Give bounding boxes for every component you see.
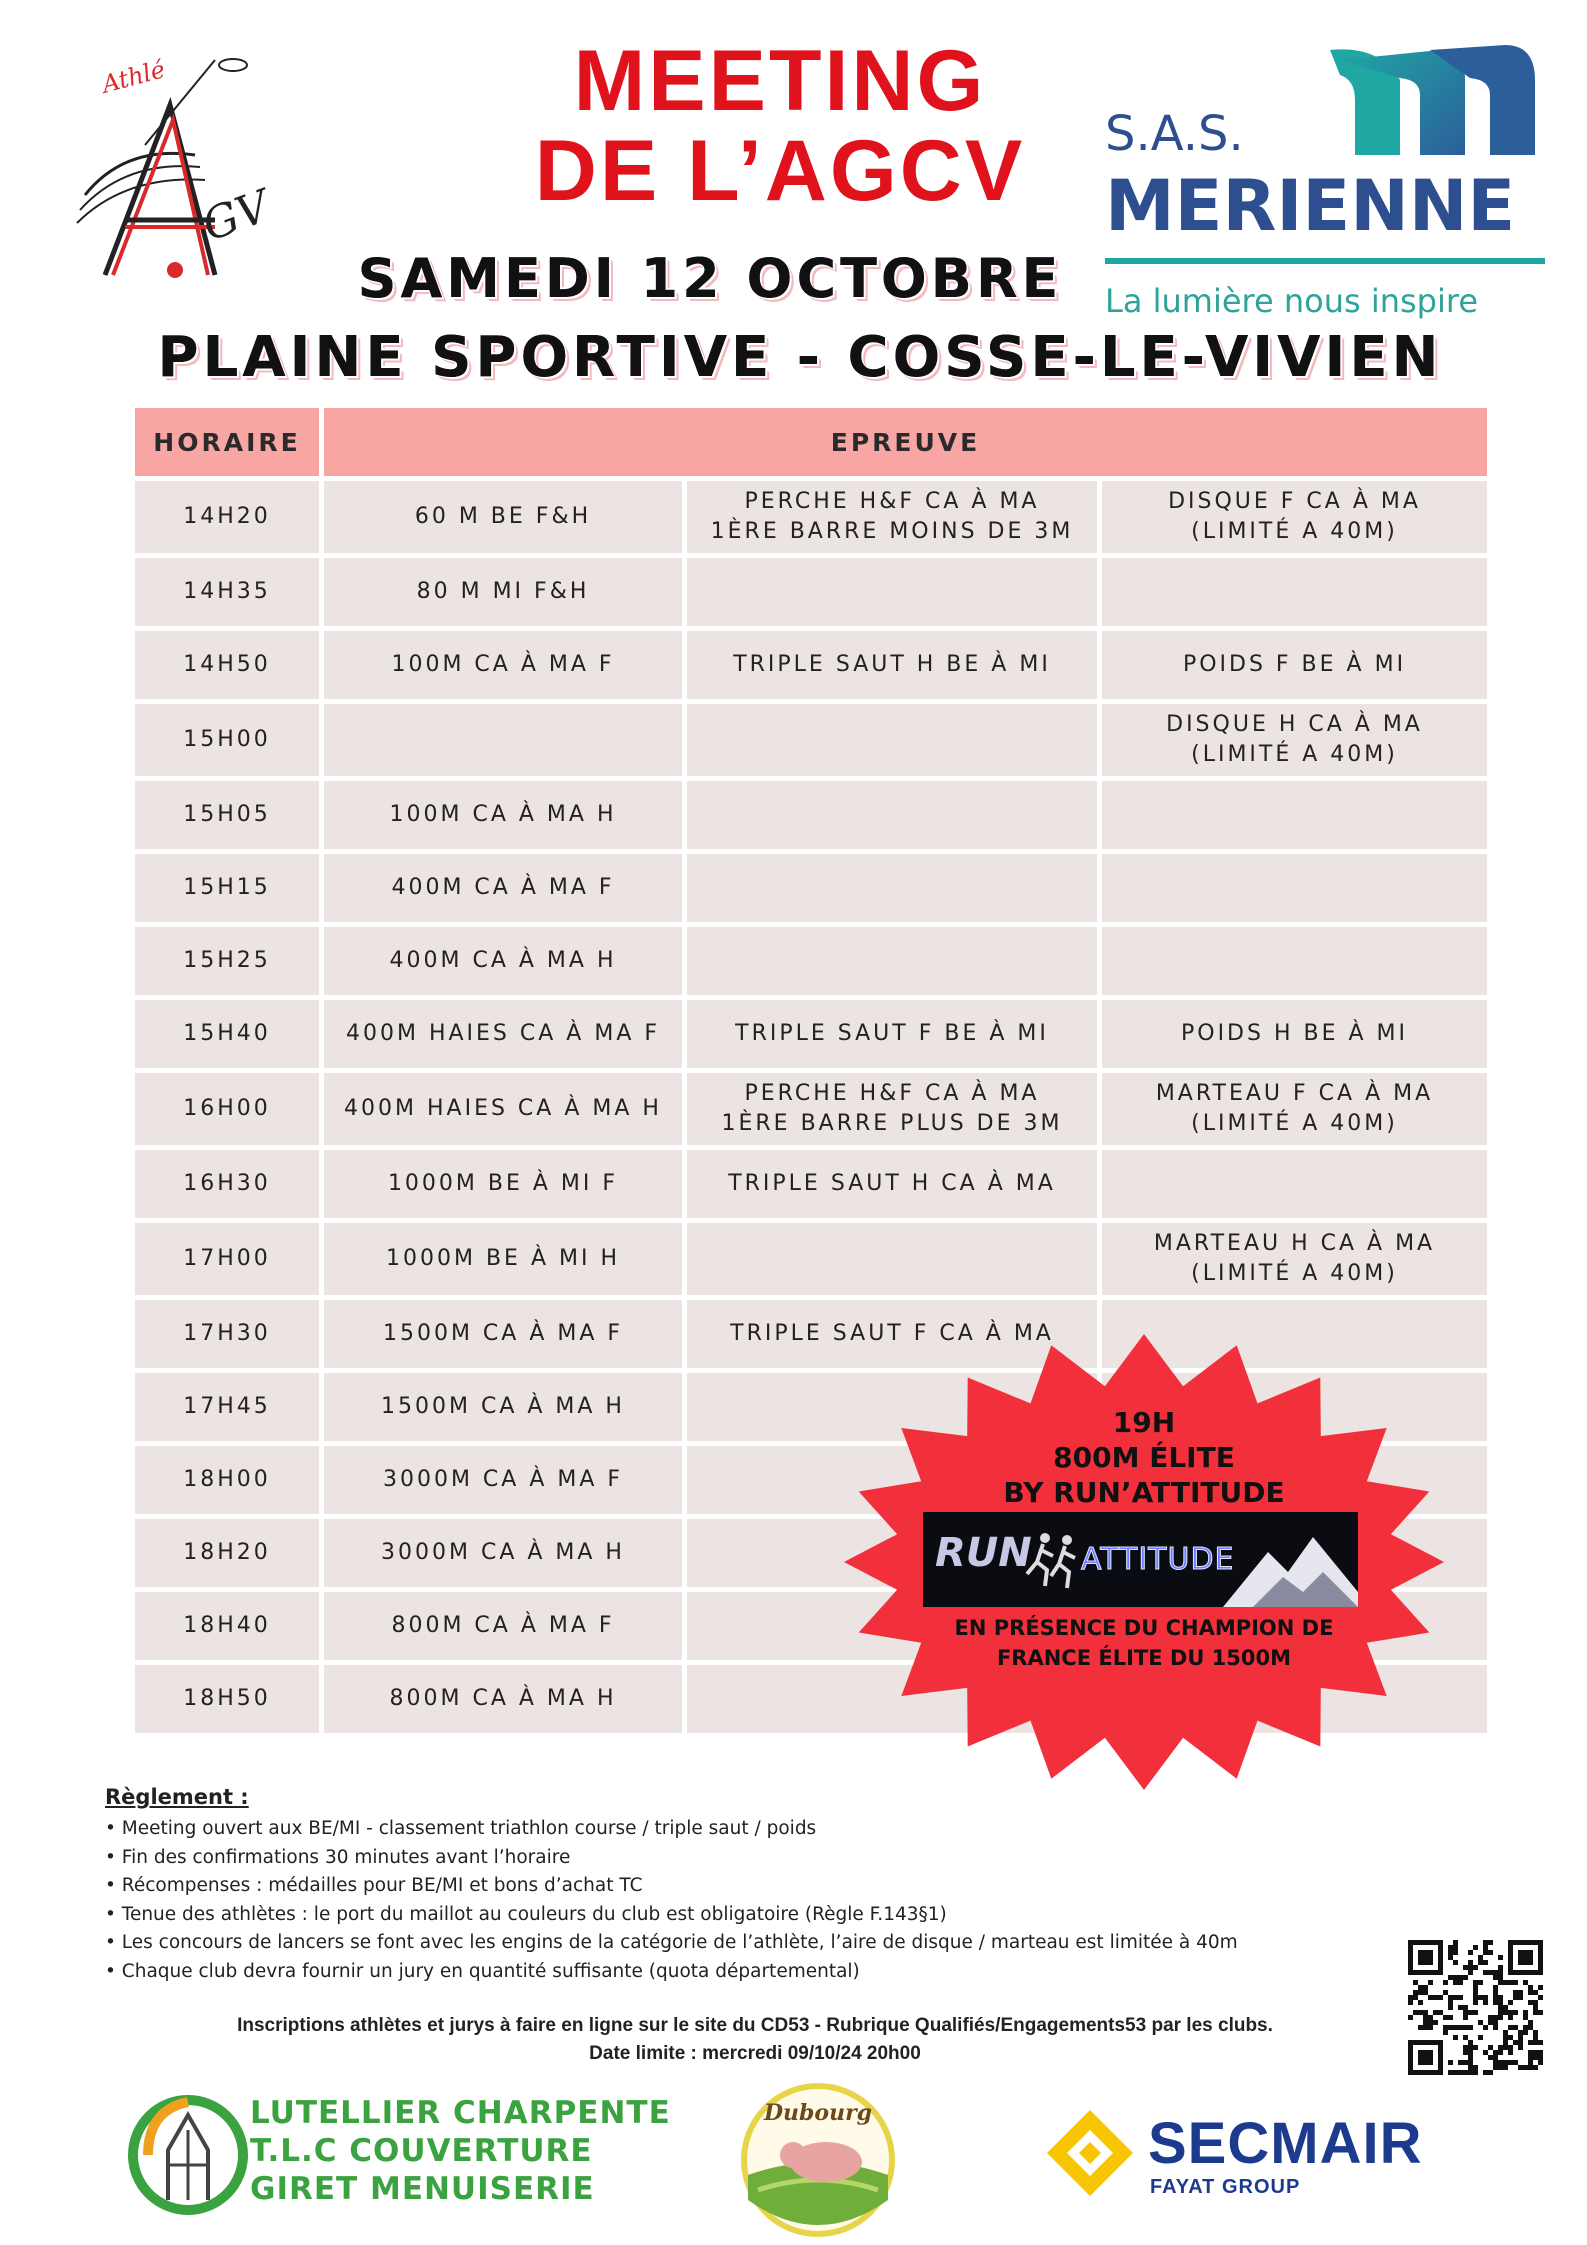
event-cell: TRIPLE SAUT H BE À MI bbox=[687, 631, 1097, 699]
time-cell: 14H35 bbox=[135, 558, 319, 626]
time-cell: 18H20 bbox=[135, 1519, 319, 1587]
table-row bbox=[135, 854, 1487, 922]
table-row bbox=[135, 631, 1487, 699]
time-cell: 16H30 bbox=[135, 1150, 319, 1218]
time-cell: 17H45 bbox=[135, 1373, 319, 1441]
agcv-club-logo bbox=[65, 45, 295, 315]
table-row bbox=[135, 927, 1487, 995]
run-attitude-banner bbox=[923, 1512, 1358, 1607]
table-row bbox=[135, 1000, 1487, 1068]
table-row bbox=[135, 481, 1487, 553]
time-cell: 17H00 bbox=[135, 1223, 319, 1295]
svg-text:Dubourg: Dubourg bbox=[763, 2100, 873, 2126]
event-cell: 1500M CA À MA H bbox=[324, 1373, 682, 1441]
table-row bbox=[135, 1150, 1487, 1218]
rule-item: • Chaque club devra fournir un jury en quantité suffisante (quota départemental) bbox=[105, 1958, 1238, 1987]
rule-item: • Les concours de lancers se font avec les engins de la catégorie de l’athlète, l’aire de disque / marteau est limitée à 40m bbox=[105, 1929, 1238, 1958]
event-cell: MARTEAU F CA À MA (LIMITÉ A 40M) bbox=[1102, 1073, 1487, 1145]
event-cell bbox=[324, 704, 682, 776]
banner-attitude-word: ATTITUDE bbox=[1081, 1542, 1235, 1577]
event-cell: DISQUE F CA À MA (LIMITÉ A 40M) bbox=[1102, 481, 1487, 553]
banner-run-word: RUN bbox=[935, 1530, 1032, 1576]
event-cell: MARTEAU H CA À MA (LIMITÉ A 40M) bbox=[1102, 1223, 1487, 1295]
event-cell: 400M HAIES CA À MA H bbox=[324, 1073, 682, 1145]
lutellier-logo-icon bbox=[128, 2090, 248, 2220]
time-cell: 14H50 bbox=[135, 631, 319, 699]
event-cell: 3000M CA À MA H bbox=[324, 1519, 682, 1587]
merienne-sponsor-logo bbox=[1100, 40, 1550, 330]
burst-organizer: BY RUN’ATTITUDE bbox=[1003, 1476, 1285, 1509]
secmair-logo-icon bbox=[1045, 2108, 1135, 2198]
event-title-line1: MEETING bbox=[573, 33, 987, 129]
table-row bbox=[135, 704, 1487, 776]
inscriptions-note: Inscriptions athlètes et jurys à faire en ligne sur le site du CD53 - Rubrique Qualifiés/Engagements53 par les clubs. bbox=[237, 2015, 1273, 2036]
event-cell: 80 M MI F&H bbox=[324, 558, 682, 626]
time-cell: 17H30 bbox=[135, 1300, 319, 1368]
svg-text:Athlé: Athlé bbox=[99, 55, 168, 99]
event-cell: PERCHE H&F CA À MA 1ÈRE BARRE MOINS DE 3M bbox=[687, 481, 1097, 553]
event-cell bbox=[687, 927, 1097, 995]
svg-text:MERIENNE: MERIENNE bbox=[1105, 165, 1516, 247]
event-cell: 1000M BE À MI H bbox=[324, 1223, 682, 1295]
dubourg-logo-icon bbox=[738, 2080, 898, 2240]
time-cell: 16H00 bbox=[135, 1073, 319, 1145]
event-cell bbox=[687, 558, 1097, 626]
event-cell: TRIPLE SAUT H CA À MA bbox=[687, 1150, 1097, 1218]
event-cell: 60 M BE F&H bbox=[324, 481, 682, 553]
event-venue: PLAINE SPORTIVE - COSSE-LE-VIVIEN bbox=[157, 325, 1443, 390]
event-date: SAMEDI 12 OCTOBRE bbox=[357, 247, 1063, 310]
event-cell: 1500M CA À MA F bbox=[324, 1300, 682, 1368]
lutellier-line1: LUTELLIER CHARPENTE bbox=[250, 2095, 671, 2131]
event-cell: 100M CA À MA F bbox=[324, 631, 682, 699]
rules-list bbox=[105, 1815, 1238, 1986]
event-title-line2: DE L’AGCV bbox=[534, 123, 1026, 219]
event-cell bbox=[1102, 781, 1487, 849]
time-cell: 15H05 bbox=[135, 781, 319, 849]
event-cell: 3000M CA À MA F bbox=[324, 1446, 682, 1514]
rule-item: • Meeting ouvert aux BE/MI - classement triathlon course / triple saut / poids bbox=[105, 1815, 1238, 1844]
event-cell: 400M CA À MA H bbox=[324, 927, 682, 995]
runners-icon bbox=[1023, 1530, 1083, 1590]
mountains-icon bbox=[1223, 1532, 1358, 1607]
event-cell: TRIPLE SAUT F BE À MI bbox=[687, 1000, 1097, 1068]
event-cell: 800M CA À MA F bbox=[324, 1592, 682, 1660]
event-cell: PERCHE H&F CA À MA 1ÈRE BARRE PLUS DE 3M bbox=[687, 1073, 1097, 1145]
time-cell: 14H20 bbox=[135, 481, 319, 553]
time-cell: 15H15 bbox=[135, 854, 319, 922]
event-cell: 100M CA À MA H bbox=[324, 781, 682, 849]
burst-time: 19H bbox=[1112, 1406, 1176, 1439]
event-cell: 800M CA À MA H bbox=[324, 1665, 682, 1733]
event-cell: DISQUE H CA À MA (LIMITÉ A 40M) bbox=[1102, 704, 1487, 776]
table-row bbox=[135, 781, 1487, 849]
burst-champion-line2: FRANCE ÉLITE DU 1500M bbox=[996, 1646, 1292, 1670]
table-row bbox=[135, 558, 1487, 626]
event-cell bbox=[1102, 558, 1487, 626]
event-cell bbox=[687, 704, 1097, 776]
event-cell: 1000M BE À MI F bbox=[324, 1150, 682, 1218]
event-cell bbox=[1102, 854, 1487, 922]
time-cell: 15H25 bbox=[135, 927, 319, 995]
rule-item: • Fin des confirmations 30 minutes avant l’horaire bbox=[105, 1844, 1238, 1873]
rule-item: • Tenue des athlètes : le port du maillot au couleurs du club est obligatoire (Règle F.143§1) bbox=[105, 1901, 1238, 1930]
burst-event: 800M ÉLITE bbox=[1053, 1441, 1235, 1474]
event-cell: POIDS F BE À MI bbox=[1102, 631, 1487, 699]
column-header-epreuve: EPREUVE bbox=[324, 408, 1487, 476]
rule-item: • Récompenses : médailles pour BE/MI et bons d’achat TC bbox=[105, 1872, 1238, 1901]
event-cell: 400M CA À MA F bbox=[324, 854, 682, 922]
column-header-horaire: HORAIRE bbox=[135, 408, 319, 476]
fayat-group-name: FAYAT GROUP bbox=[1150, 2176, 1301, 2198]
event-cell: 400M HAIES CA À MA F bbox=[324, 1000, 682, 1068]
event-cell bbox=[687, 1223, 1097, 1295]
time-cell: 15H40 bbox=[135, 1000, 319, 1068]
lutellier-line3: GIRET MENUISERIE bbox=[250, 2171, 595, 2207]
svg-text:La lumière nous inspire: La lumière nous inspire bbox=[1105, 282, 1479, 320]
rules-title: Règlement : bbox=[105, 1785, 249, 1809]
svg-text:S.A.S.: S.A.S. bbox=[1105, 106, 1244, 162]
event-cell: POIDS H BE À MI bbox=[1102, 1000, 1487, 1068]
time-cell: 18H00 bbox=[135, 1446, 319, 1514]
table-header-row bbox=[135, 408, 1487, 476]
event-cell bbox=[1102, 1150, 1487, 1218]
table-row bbox=[135, 1073, 1487, 1145]
event-cell bbox=[687, 854, 1097, 922]
time-cell: 15H00 bbox=[135, 704, 319, 776]
event-cell bbox=[687, 781, 1097, 849]
qr-code-icon bbox=[1408, 1940, 1543, 2075]
lutellier-line2: T.L.C COUVERTURE bbox=[250, 2133, 593, 2169]
time-cell: 18H40 bbox=[135, 1592, 319, 1660]
burst-champion-line1: EN PRÉSENCE DU CHAMPION DE bbox=[954, 1616, 1334, 1640]
table-row bbox=[135, 1223, 1487, 1295]
deadline-note: Date limite : mercredi 09/10/24 20h00 bbox=[589, 2043, 921, 2064]
event-cell bbox=[1102, 927, 1487, 995]
secmair-name: SECMAIR bbox=[1148, 2111, 1423, 2176]
event-cell: TRIPLE SAUT F CA À MA bbox=[687, 1300, 1097, 1368]
time-cell: 18H50 bbox=[135, 1665, 319, 1733]
svg-text:GV: GV bbox=[195, 180, 277, 252]
